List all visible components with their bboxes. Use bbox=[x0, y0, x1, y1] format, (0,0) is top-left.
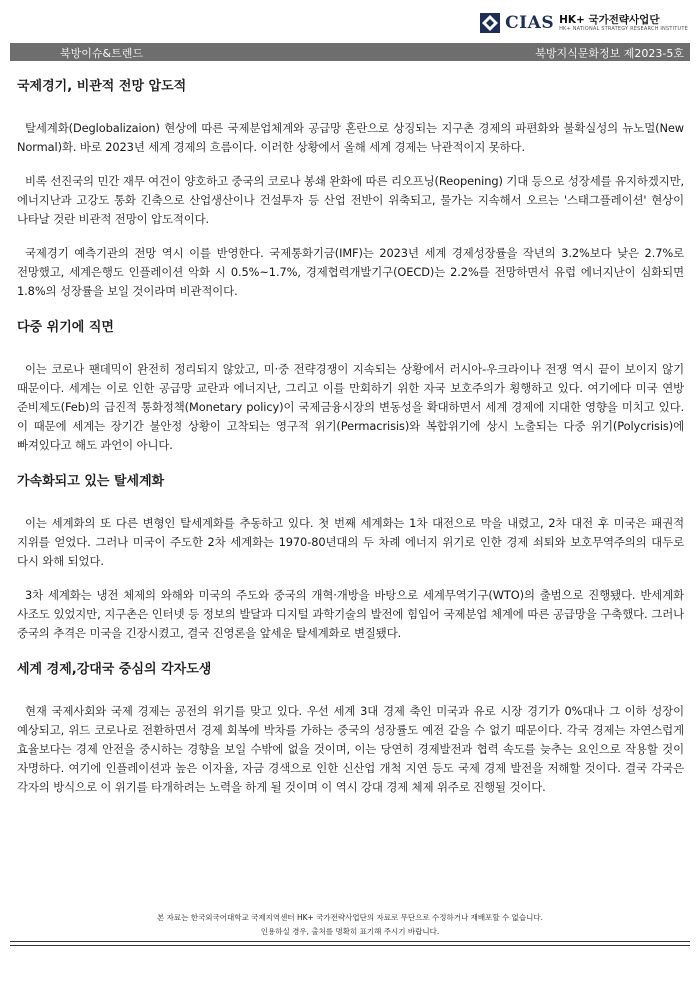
article-body bbox=[17, 78, 684, 812]
section-title: 국제경기, 비관적 전망 압도적 bbox=[17, 79, 187, 94]
copyright-line-1: 본 자료는 한국외국어대학교 국제지역센터 HK+ 국가전략사업단의 자료로 무단으로 수정하거나 재배포할 수 없습니다. bbox=[157, 913, 543, 922]
section-title: 세계 경제,강대국 중심의 각자도생 bbox=[17, 662, 212, 677]
paragraph: 국제경기 예측기관의 전망 역시 이를 반영한다. 국제통화기금(IMF)는 2023년 세계 경제성장률을 작년의 3.2%보다 낮은 2.7%로 전망했고, 세계은행도 인플레이션 악화 시 0.5%~1.7%, 경제협력개발기구(OECD)는 2.2%를 전망하면서 유럽 에너지난이 심화되면 1.8%의 성장률을 보일 것이라며 비관적이다. bbox=[17, 246, 684, 298]
logo-subtitle: HK+ NATIONAL STRATEGY RESEARCH INSTITUTE bbox=[559, 26, 688, 32]
header-bar bbox=[10, 43, 690, 61]
copyright-line-2: 인용하실 경우, 출처를 명확히 표기해 주시기 바랍니다. bbox=[260, 927, 440, 936]
logo-hk-text: HK+ 국가전략사업단 bbox=[559, 14, 660, 26]
paragraph: 이는 세계화의 또 다른 변형인 탈세계화를 추동하고 있다. 첫 번째 세계화는 1차 대전으로 막을 내렸고, 2차 대전 후 미국은 패권적 지위를 얻었다. 그러나 미국이 주도한 2차 세계화는 1970-80년대의 두 차례 에너지 위기로 인한 경제 쇠퇴와 보호무역주의의 대두로 다시 와해 되었다. bbox=[17, 516, 684, 568]
footer-divider bbox=[10, 941, 690, 946]
section-great-powers bbox=[17, 661, 684, 797]
section-deglobalization bbox=[17, 473, 684, 643]
publisher-logo bbox=[479, 10, 688, 36]
paragraph: 현재 국제사회와 국제 경제는 공전의 위기를 맞고 있다. 우선 세계 3대 경제 축인 미국과 유로 시장 경기가 0%대나 그 이하 성장이 예상되고, 위드 코로나로 전환하면서 경제 회복에 박차를 가하는 중국의 성장률도 예전 같을 수 없기 때문이다. 각국 경제는 자연스럽게 효율보다는 경제 안전을 중시하는 경향을 보일 수밖에 없을 것이며, 이는 당연히 경제발전과 협력 속도를 늦추는 요인으로 작용할 것이 자명하다. 여기에 인플레이션과 높은 이자율, 자금 경색으로 인한 신산업 개척 지연 등도 국제 경제 발전을 저해할 것이다. 결국 각국은 각자의 방식으로 이 위기를 타개하려는 노력을 하게 될 것이며 이 역시 강대 경제 체제 위주로 진행될 것이다. bbox=[17, 704, 684, 794]
paragraph: 비록 선진국의 민간 재무 여건이 양호하고 중국의 코로나 봉쇄 완화에 따른 리오프닝(Reopening) 기대 등으로 성장세를 유지하겠지만, 에너지난과 고강도 통화 긴축으로 산업생산이나 건설투자 등 산업 전반이 위축되고, 물가는 지속해서 오르는 '스태그플레이션' 현상이 나타날 것란 비관적 전망이 압도적이다. bbox=[17, 174, 684, 226]
logo-cias-text: CIAS bbox=[505, 13, 555, 33]
paragraph: 이는 코로나 팬데믹이 완전히 정리되지 않았고, 미·중 전략경쟁이 지속되는 상황에서 러시아-우크라이나 전쟁 역시 끝이 보이지 않기 때문이다. 세계는 이로 인한 공급망 교란과 에너지난, 그리고 이를 만회하기 위한 자국 보호주의가 횡행하고 있다. 여기에다 미국 연방 준비제도(Feb)의 급진적 통화정책(Monetary policy)이 국제금융시장의 변동성을 확대하면서 세계 경제에 지대한 영향을 미치고 있다. 이 때문에 세계는 장기간 불안정 상황이 고착되는 영구적 위기(Permacrisis)와 복합위기에 상시 노출되는 다중 위기(Polycrisis)에 빠져있다고 해도 과언이 아니다. bbox=[17, 362, 684, 452]
section-global-economy bbox=[17, 78, 684, 301]
section-title: 다중 위기에 직면 bbox=[17, 320, 114, 335]
paragraph: 탈세계화(Deglobalizaion) 현상에 따른 국제분업체계와 공급망 혼란으로 상징되는 지구촌 경제의 파편화와 불확실성의 뉴노멀(New Normal)화. 바로 2023년 세계 경제의 흐름이다. 이러한 상황에서 올해 세계 경제는 낙관적이지 못하다. bbox=[17, 121, 684, 154]
paragraph: 3차 세계화는 냉전 체제의 와해와 미국의 주도와 중국의 개혁·개방을 바탕으로 세계무역기구(WTO)의 출범으로 진행됐다. 반세계화 사조도 있었지만, 지구촌은 인터넷 등 정보의 발달과 디지털 과학기술의 발전에 힘입어 국제분업 체계에 따른 공급망을 구축했다. 그러나 중국의 추격은 미국을 긴장시켰고, 결국 진영론을 앞세운 탈세계화로 변질됐다. bbox=[17, 588, 684, 640]
header-category: 북방이슈&트렌드 bbox=[60, 47, 143, 60]
header-issue-number: 북방지식문화정보 제2023-5호 bbox=[535, 47, 684, 60]
section-title: 가속화되고 있는 탈세계화 bbox=[17, 474, 165, 489]
section-multiple-crises bbox=[17, 319, 684, 455]
copyright-notice bbox=[0, 911, 700, 939]
cias-emblem-icon bbox=[479, 12, 501, 34]
